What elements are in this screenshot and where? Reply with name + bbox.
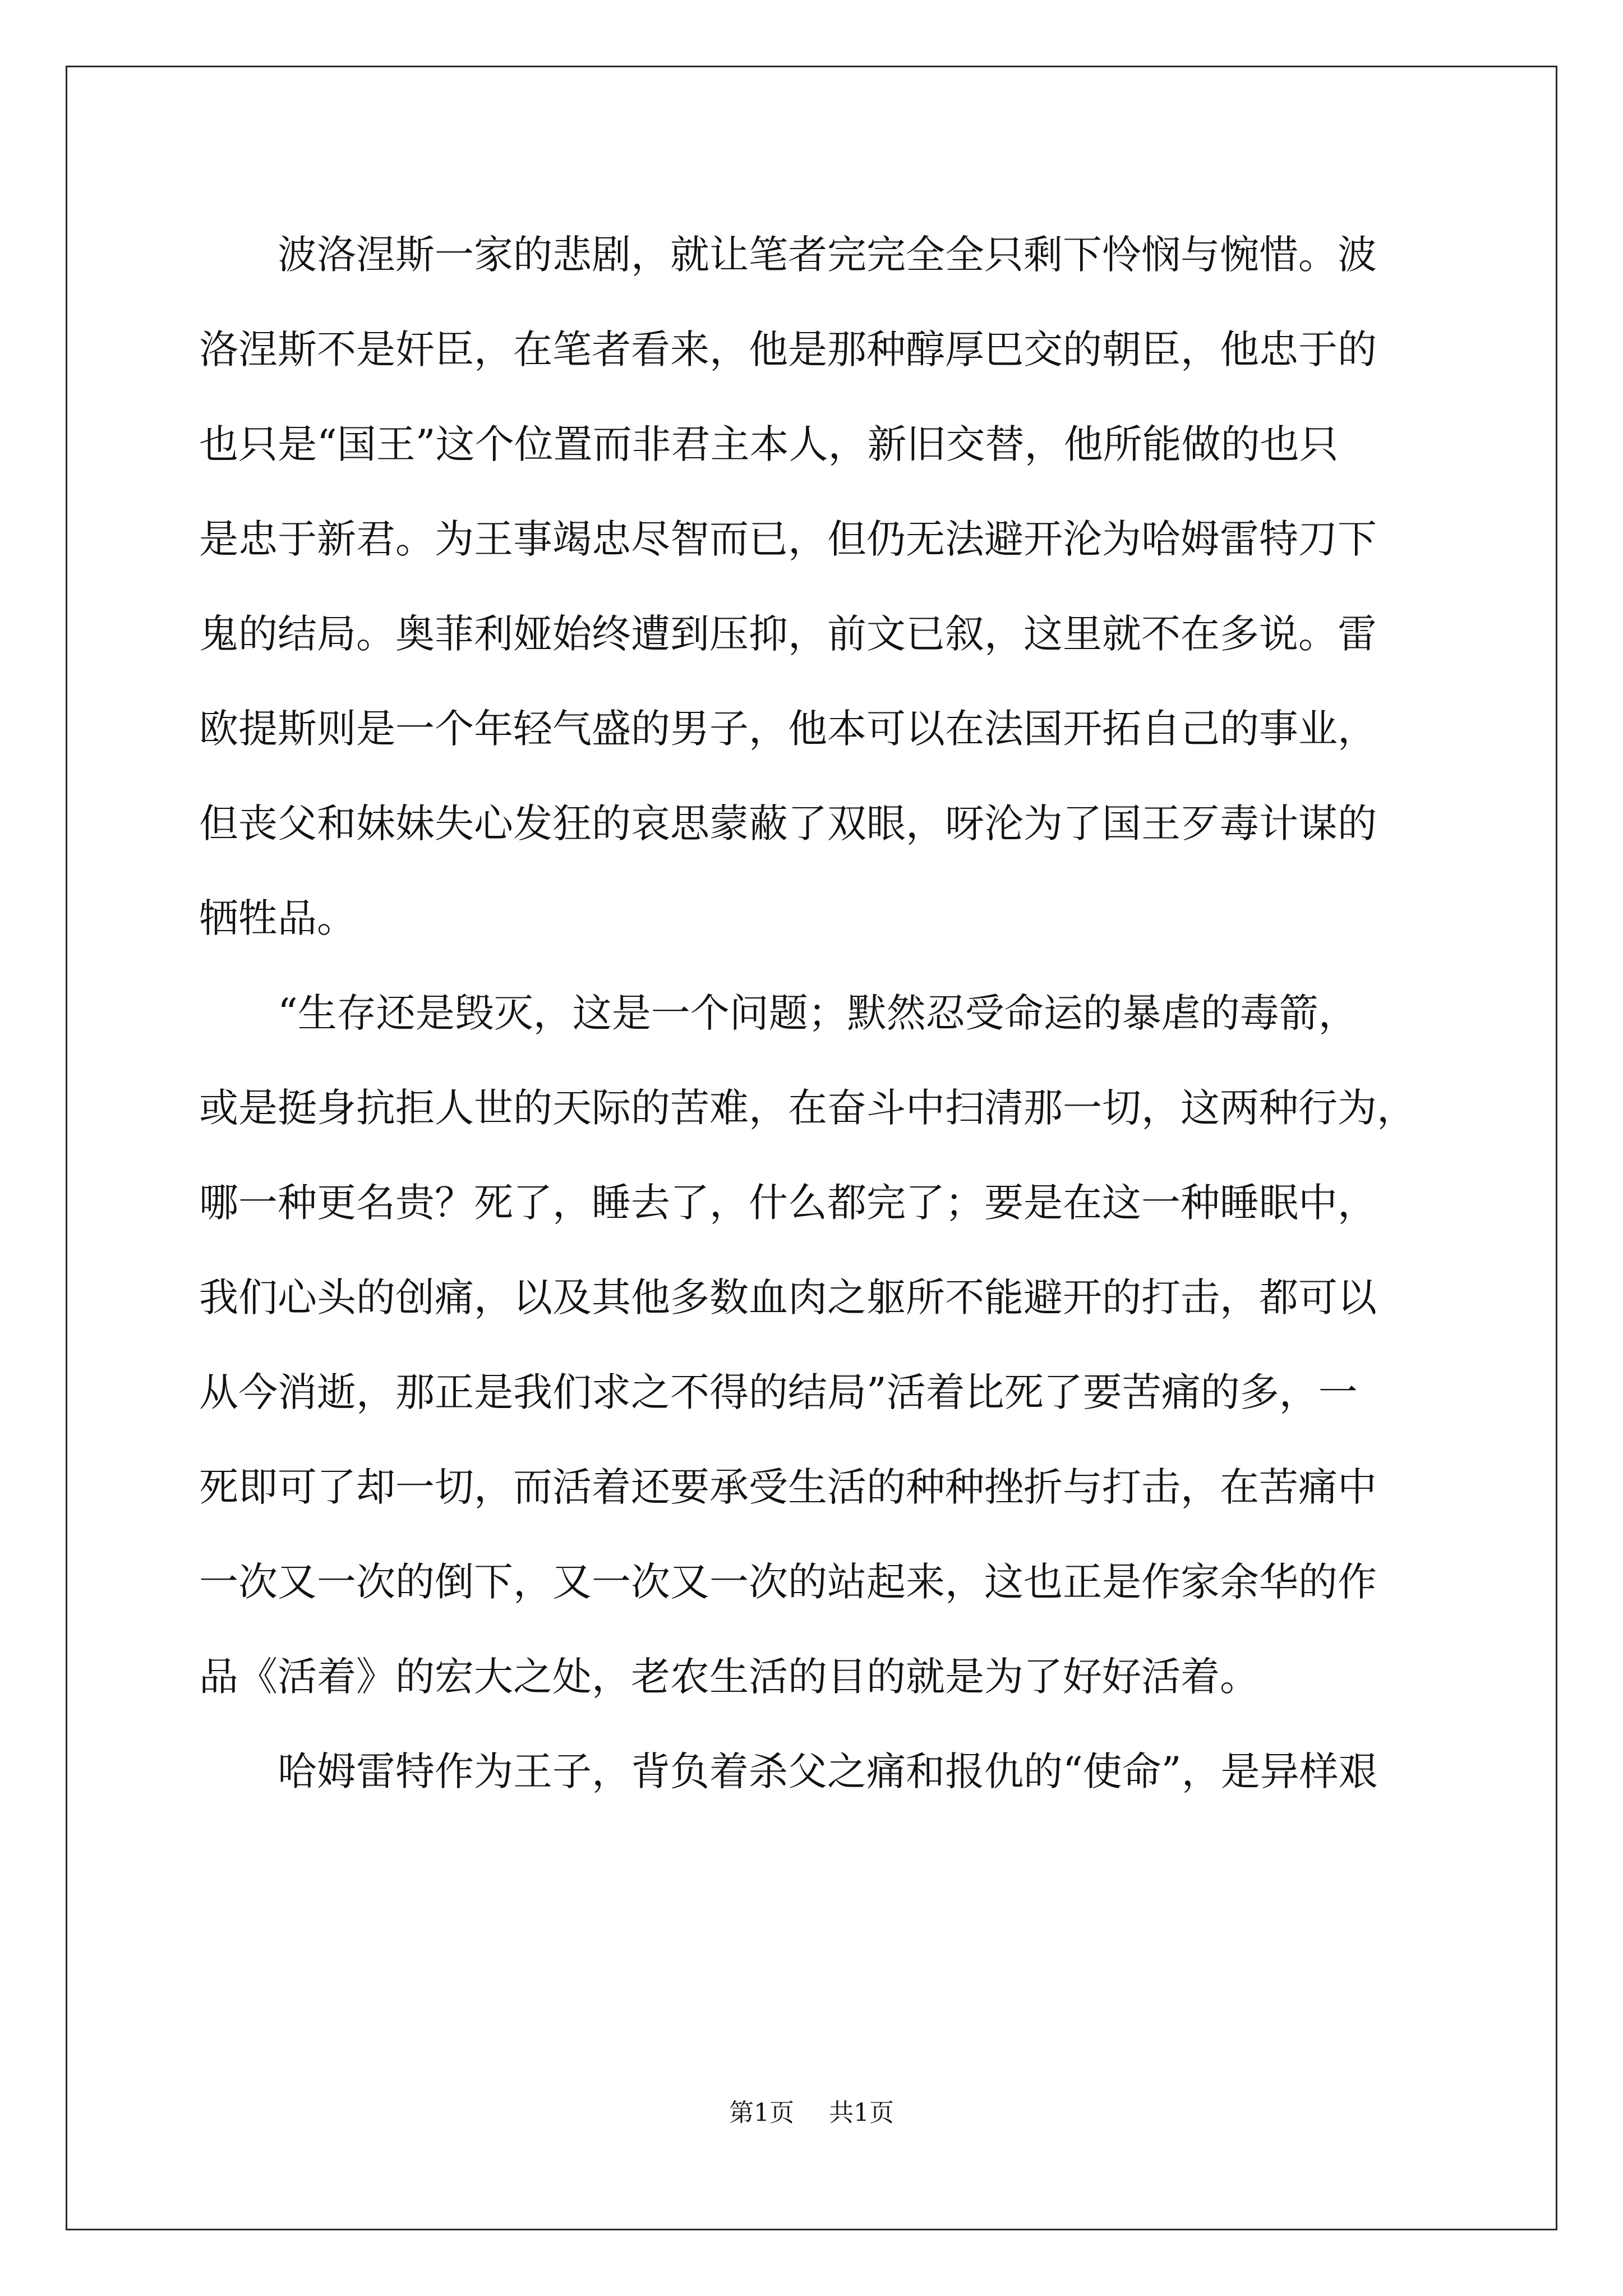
page-number: 第1页: [729, 2099, 794, 2127]
text-line: 死即可了却一切，而活着还要承受生活的种种挫折与打击，在苦痛中: [199, 1464, 1377, 1510]
text-line: 或是挺身抗拒人世的天际的苦难，在奋斗中扫清那一切，这两种行为，: [199, 1085, 1416, 1131]
text-line: 一次又一次的倒下，又一次又一次的站起来，这也正是作家余华的作: [199, 1559, 1377, 1605]
text-line: 也只是“国王”这个位置而非君主本人，新旧交替，他所能做的也只: [199, 421, 1339, 467]
page-total: 共1页: [829, 2099, 894, 2127]
text-line: 品《活着》的宏大之处，老农生活的目的就是为了好好活着。: [199, 1654, 1259, 1700]
text-line: 从今消逝，那正是我们求之不得的结局”活着比死了要苦痛的多，一: [199, 1369, 1358, 1415]
text-line: 但丧父和妹妹失心发狂的哀思蒙蔽了双眼，呀沦为了国王歹毒计谋的: [199, 800, 1377, 846]
text-line: 我们心头的创痛，以及其他多数血肉之躯所不能避开的打击，都可以: [199, 1274, 1377, 1320]
page-footer: [0, 2092, 1623, 2128]
text-line: 欧提斯则是一个年轻气盛的男子，他本可以在法国开拓自己的事业，: [199, 706, 1377, 752]
text-line: 波洛涅斯一家的悲剧，就让笔者完完全全只剩下怜悯与惋惜。波: [199, 232, 1377, 278]
text-line: 是忠于新君。为王事竭忠尽智而已，但仍无法避开沦为哈姆雷特刀下: [199, 516, 1377, 562]
text-line: 牺牲品。: [199, 895, 356, 941]
text-line: 哪一种更名贵？死了，睡去了，什么都完了；要是在这一种睡眠中，: [199, 1180, 1377, 1226]
text-line: “生存还是毁灭，这是一个问题；默然忍受命运的暴虐的毒箭，: [199, 990, 1358, 1036]
text-line: 鬼的结局。奥菲利娅始终遭到压抑，前文已叙，这里就不在多说。雷: [199, 611, 1377, 657]
document-body: [199, 208, 1467, 1819]
text-line: 哈姆雷特作为王子，背负着杀父之痛和报仇的“使命”，是异样艰: [199, 1749, 1378, 1795]
text-line: 洛涅斯不是奸臣，在笔者看来，他是那种醇厚巴交的朝臣，他忠于的: [199, 326, 1377, 372]
